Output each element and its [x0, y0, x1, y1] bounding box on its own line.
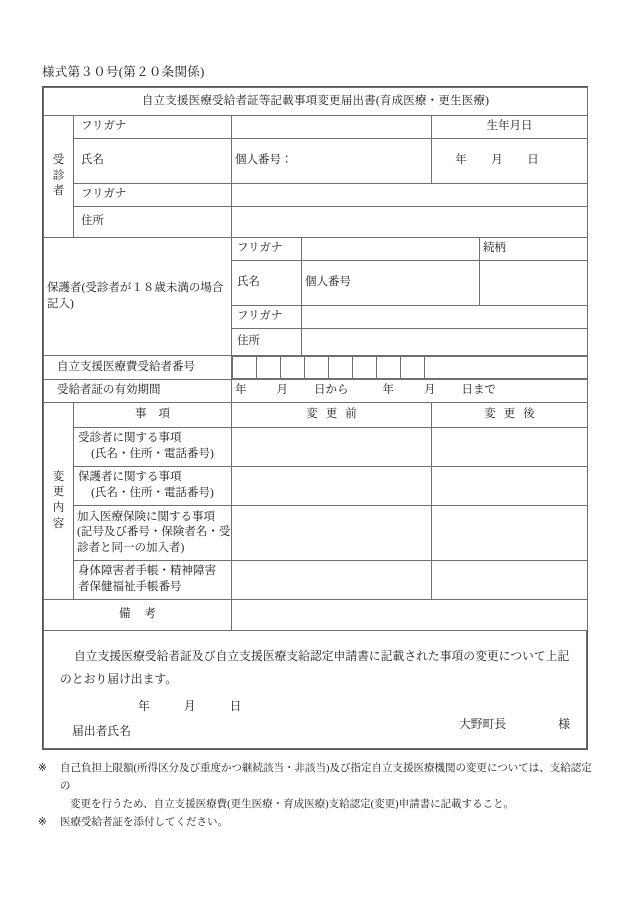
- patient-address-input[interactable]: [232, 207, 588, 238]
- recipient-number-row: [44, 356, 588, 380]
- footnote-2-line1: 医療受給者証を添付してください。: [60, 817, 228, 829]
- change-item-handbook-line1: 身体障害者手帳・精神障害: [78, 565, 216, 578]
- footnote-2-mark: ※: [38, 817, 47, 829]
- guardian-label-line2: 記入): [47, 297, 74, 310]
- change-item-patient: [74, 428, 232, 467]
- guardian-furigana-label-cell: [232, 238, 302, 261]
- valid-period-label: 受給者証の有効期間: [57, 384, 161, 397]
- change-label-char-4: 容: [52, 517, 65, 530]
- recipient-number-digit-2[interactable]: [257, 357, 281, 379]
- change-before-handbook[interactable]: [232, 561, 432, 600]
- patient-address-label: 住所: [81, 215, 104, 228]
- patient-furigana-row: [44, 116, 588, 139]
- patient-address-row: [44, 207, 588, 238]
- declaration-addressee-line: [459, 713, 570, 736]
- patient-furigana-label-cell: [74, 116, 232, 139]
- change-label-char-3: 内: [52, 502, 65, 514]
- valid-period-input[interactable]: [232, 380, 588, 403]
- title-row: [44, 88, 588, 116]
- declaration-date-year: 年: [138, 699, 150, 713]
- recipient-number-tail: [425, 357, 588, 379]
- recipient-number-digit-3[interactable]: [281, 357, 305, 379]
- guardian-address-input[interactable]: [302, 329, 588, 356]
- patient-section-label: [44, 116, 74, 238]
- change-header-before: [232, 403, 432, 428]
- change-header-before-text: 変更前: [306, 408, 365, 421]
- change-after-guardian[interactable]: [432, 467, 588, 506]
- change-label-char-1: 変: [52, 470, 65, 483]
- main-form-frame: [42, 86, 588, 750]
- change-header-item-text: 事項: [135, 408, 182, 421]
- recipient-number-box-grid: [232, 356, 587, 379]
- change-header-after-text: 変更後: [484, 408, 543, 421]
- valid-period-label-cell: [44, 380, 232, 403]
- change-item-insurance-line1: 加入医療保険に関する事項: [77, 510, 215, 523]
- valid-period-from-month: 月: [276, 384, 288, 397]
- recipient-number-boxes[interactable]: [232, 356, 588, 380]
- patient-furigana-label: フリガナ: [81, 120, 127, 133]
- guardian-address-furigana-input[interactable]: [302, 306, 588, 329]
- form-title: 自立支援医療受給者証等記載事項変更届出書(育成医療・更生医療): [44, 88, 588, 116]
- patient-name-row: [44, 139, 588, 184]
- change-item-guardian-line1: 保護者に関する事項: [78, 471, 182, 484]
- footnote-1-line1: 自己負担上限額(所得区分及び重度かつ継続該当・非該当)及び指定自立支援医療機関の変更については、支給認定の: [60, 763, 592, 793]
- change-header-item: [74, 403, 232, 428]
- recipient-number-digit-6[interactable]: [353, 357, 377, 379]
- change-row-guardian: [44, 467, 588, 506]
- change-item-handbook-line2: 者保健福祉手帳番号: [78, 581, 182, 593]
- change-item-insurance-line3: 診者と同一の加入者): [77, 541, 185, 554]
- change-item-patient-line1: 受診者に関する事項: [78, 432, 182, 445]
- patient-name-label-cell: [74, 139, 232, 184]
- footnotes: [38, 760, 598, 832]
- form-number: 様式第３０号(第２０条関係): [42, 65, 205, 79]
- recipient-number-digit-4[interactable]: [305, 357, 329, 379]
- change-row-insurance: [44, 506, 588, 561]
- change-item-handbook: [74, 561, 232, 600]
- patient-label-char-3: 者: [52, 185, 65, 198]
- patient-dob-month-label: 月: [491, 154, 503, 167]
- guardian-furigana-label: フリガナ: [237, 242, 283, 255]
- recipient-number-digit-5[interactable]: [329, 357, 353, 379]
- footnote-2-body: [60, 814, 598, 832]
- recipient-number-digit-7[interactable]: [377, 357, 401, 379]
- patient-label-char-2: 診: [52, 169, 65, 182]
- patient-my-number-label: 個人番号：: [235, 154, 293, 167]
- change-row-handbook: [44, 561, 588, 600]
- guardian-section-label: [44, 238, 232, 356]
- valid-period-from-day: 日から: [314, 384, 349, 397]
- change-row-patient: [44, 428, 588, 467]
- change-section-label: [44, 403, 74, 600]
- declaration-date-day: 日: [229, 699, 242, 713]
- change-before-patient[interactable]: [232, 428, 432, 467]
- patient-furigana2-label-cell: [74, 184, 232, 207]
- valid-period-to-year: 年: [382, 384, 394, 397]
- guardian-furigana-row: [44, 238, 588, 261]
- guardian-my-number-label: 個人番号: [305, 276, 351, 289]
- change-item-insurance-line2: (記号及び番号・保険者名・受: [77, 526, 231, 539]
- guardian-address-label: 住所: [237, 335, 260, 348]
- change-before-guardian[interactable]: [232, 467, 432, 506]
- footnote-1: [38, 760, 598, 814]
- declaration-date-month: 月: [183, 699, 196, 713]
- guardian-label-line1: 保護者(受診者が１８歳未満の場合: [47, 281, 224, 294]
- patient-dob-input[interactable]: [432, 139, 588, 184]
- patient-address-furigana-label: フリガナ: [81, 188, 127, 201]
- recipient-number-label: 自立支援医療費受給者番号: [57, 360, 195, 373]
- patient-my-number-cell[interactable]: [232, 139, 432, 184]
- guardian-address-label-cell: [232, 329, 302, 356]
- change-item-guardian-line2: (氏名・住所・電話番号): [91, 487, 214, 499]
- form-grid: [43, 87, 588, 631]
- patient-name-label: 氏名: [81, 154, 104, 167]
- change-after-patient[interactable]: [432, 428, 588, 467]
- valid-period-from-year: 年: [235, 384, 247, 397]
- remarks-label: 備考: [44, 600, 232, 631]
- guardian-name-label-cell: [232, 261, 302, 306]
- guardian-furigana-input[interactable]: [302, 238, 480, 261]
- change-after-handbook[interactable]: [432, 561, 588, 600]
- declaration-honorific: 様: [558, 717, 570, 731]
- change-item-guardian: [74, 467, 232, 506]
- declaration-submitter-label: 届出者氏名: [72, 724, 131, 738]
- patient-furigana-input[interactable]: [232, 116, 432, 139]
- valid-period-to-month: 月: [424, 384, 436, 397]
- patient-dob-year-label: 年: [455, 154, 467, 167]
- declaration-addressee: 大野町長: [458, 717, 507, 731]
- change-item-patient-line2: (氏名・住所・電話番号): [91, 448, 214, 460]
- change-before-insurance[interactable]: [232, 506, 432, 561]
- remarks-row: [44, 600, 588, 631]
- patient-address-label-cell: [74, 207, 232, 238]
- footnote-1-mark: ※: [38, 763, 47, 774]
- recipient-number-digit-1[interactable]: [233, 357, 257, 379]
- patient-dob-header: 生年月日: [432, 116, 588, 139]
- patient-dob-day-label: 日: [527, 154, 539, 167]
- remarks-input[interactable]: [232, 600, 588, 631]
- change-after-insurance[interactable]: [432, 506, 588, 561]
- patient-address-furigana-row: [44, 184, 588, 207]
- valid-period-to-day: 日まで: [461, 384, 496, 397]
- declaration-block: [43, 631, 587, 749]
- change-label-char-2: 更: [52, 486, 65, 499]
- guardian-relation-label: 続柄: [480, 238, 588, 261]
- change-header-after: [432, 403, 588, 428]
- guardian-furigana2-label-cell: [232, 306, 302, 329]
- patient-label-char-1: 受: [52, 154, 65, 167]
- guardian-relation-input[interactable]: [480, 261, 588, 306]
- guardian-name-label: 氏名: [237, 276, 260, 289]
- footnote-1-line2: 変更を行うため、自立支援医療費(更生医療・育成医療)支給認定(変更)申請書に記載すること。: [70, 799, 515, 811]
- patient-address-furigana-input[interactable]: [232, 184, 588, 207]
- change-table-header-row: [44, 403, 588, 428]
- footnote-1-body: [60, 760, 598, 814]
- change-item-insurance: [74, 506, 232, 561]
- declaration-text: 自立支援医療受給者証及び自立支援医療支給認定申請書に記載された事項の変更について上記のとおり届け出ます。: [60, 649, 570, 686]
- valid-period-row: [44, 380, 588, 403]
- guardian-my-number-cell[interactable]: [302, 261, 480, 306]
- footnote-2: [38, 814, 598, 832]
- guardian-address-furigana-label: フリガナ: [237, 310, 283, 323]
- recipient-number-label-cell: [44, 356, 232, 380]
- recipient-number-digit-8[interactable]: [401, 357, 425, 379]
